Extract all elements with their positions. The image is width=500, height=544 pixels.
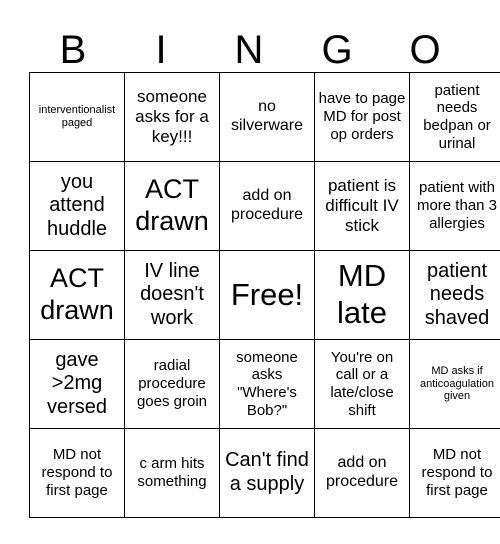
bingo-cell[interactable]: Can't find a supply [220,429,315,518]
bingo-cell[interactable]: add on procedure [220,162,315,251]
board-row [30,162,500,251]
bingo-cell[interactable]: patient with more than 3 allergies [410,162,500,251]
bingo-board [29,72,500,518]
bingo-cell[interactable]: IV line doesn't work [125,251,220,340]
bingo-cell[interactable]: someone asks for a key!!! [125,73,220,162]
bingo-cell[interactable]: ACT drawn [30,251,125,340]
board-row [30,73,500,162]
header-letter-g: G [321,28,353,72]
board-row [30,251,500,340]
bingo-cell[interactable]: MD late [315,251,410,340]
bingo-cell[interactable]: add on procedure [315,429,410,518]
bingo-cell[interactable]: MD not respond to first page [30,429,125,518]
board-row [30,340,500,429]
bingo-cell[interactable]: have to page MD for post op orders [315,73,410,162]
bingo-cell[interactable]: MD not respond to first page [410,429,500,518]
bingo-cell[interactable]: patient needs shaved [410,251,500,340]
bingo-cell[interactable]: c arm hits something [125,429,220,518]
bingo-cell[interactable]: ACT drawn [125,162,220,251]
free-space-cell[interactable]: Free! [220,251,315,340]
header-letter-n: N [234,28,264,72]
bingo-cell[interactable]: radial procedure goes groin [125,340,220,429]
header-letter-b: B [59,28,87,72]
bingo-cell[interactable]: MD asks if anticoagulation given [410,340,500,429]
board-row [30,429,500,518]
bingo-cell[interactable]: no silverware [220,73,315,162]
bingo-cell[interactable]: interventionalist paged [30,73,125,162]
bingo-header [29,28,471,72]
bingo-cell[interactable]: patient is difficult IV stick [315,162,410,251]
bingo-cell[interactable]: patient needs bedpan or urinal [410,73,500,162]
bingo-cell[interactable]: You're on call or a late/close shift [315,340,410,429]
bingo-cell[interactable]: someone asks "Where's Bob?" [220,340,315,429]
bingo-cell[interactable]: gave >2mg versed [30,340,125,429]
header-letter-o: O [409,28,441,72]
header-letter-i: I [155,28,167,72]
bingo-cell[interactable]: you attend huddle [30,162,125,251]
